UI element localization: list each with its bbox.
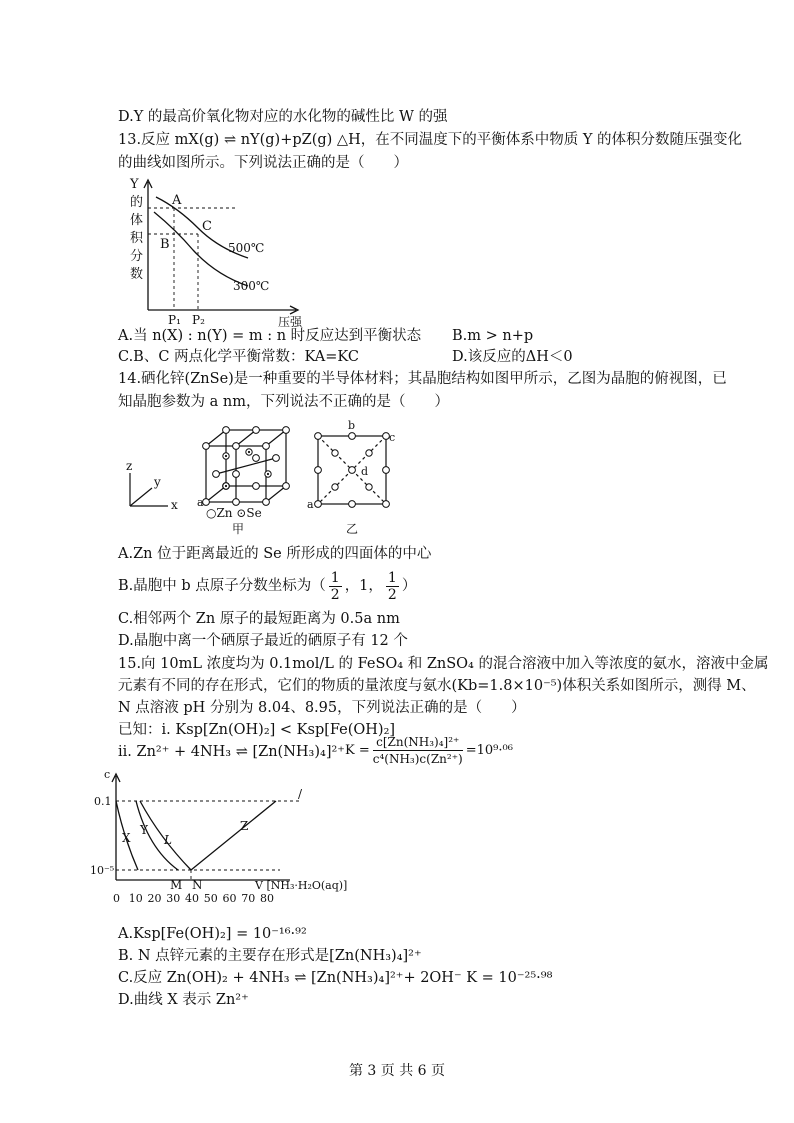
- q13-ylabel-1: Y: [130, 177, 139, 192]
- frac-denominator: 2: [387, 586, 397, 603]
- q15-xtick-label: 30: [166, 892, 181, 905]
- q13-option-a: A.当 n(X) : n(Y) = m : n 时反应达到平衡状态: [118, 328, 422, 344]
- q14-stem-line1: 14.硒化锌(ZnSe)是一种重要的半导体材料；其晶胞结构如图甲所示，乙图为晶胞的俯视图，已: [118, 371, 727, 387]
- q15-xtick-label: 10: [128, 892, 143, 905]
- frac-numerator: 1: [387, 569, 397, 586]
- q15-option-b: B. N 点锌元素的主要存在形式是[Zn(NH₃)₄]²⁺: [118, 948, 422, 964]
- q15-xtick-label: 20: [147, 892, 162, 905]
- k-numerator: c[Zn(NH₃)₄]²⁺: [373, 734, 463, 751]
- page-footer: 第 3 页 共 6 页: [348, 1063, 446, 1079]
- q15-point-n: N: [192, 878, 203, 892]
- q13-curve-500: 500℃: [228, 241, 265, 255]
- q14-fraction-2: [386, 570, 399, 603]
- q14-option-d: D.晶胞中离一个硒原子最近的硒原子有 12 个: [118, 633, 408, 649]
- q15-graph: [90, 768, 360, 918]
- q14-axis-y: y: [154, 475, 161, 489]
- frac-denominator: 2: [330, 586, 340, 603]
- q14-option-a: A.Zn 位于距离最近的 Se 所形成的四面体的中心: [118, 546, 432, 562]
- q15-xtick-label: 60: [222, 892, 237, 905]
- q15-stem-line3: N 点溶液 pH 分别为 8.04、8.95，下列说法正确的是（ ）: [118, 700, 526, 716]
- q15-known-2: ii. Zn²⁺ + 4NH₃ ⇌ [Zn(NH₃)₄]²⁺: [118, 744, 345, 760]
- q13-point-a: A: [172, 193, 182, 208]
- q14-point-c: c: [389, 431, 396, 444]
- k-rhs: =10⁹·⁰⁶: [465, 743, 513, 758]
- q13-option-b: B.m > n+p: [452, 328, 534, 344]
- q15-xtick-label: 80: [260, 892, 274, 905]
- q14-point-a-jia: a: [197, 496, 204, 509]
- q13-ylabel-3: 体: [130, 213, 144, 228]
- q14-axis-x: x: [171, 498, 178, 512]
- q13-point-b: B: [160, 237, 170, 252]
- q13-ylabel-6: 数: [130, 267, 144, 282]
- q14-point-a-yi: a: [307, 498, 314, 511]
- q15-stem-line2: 元素有不同的存在形式，它们的物质的量浓度与氨水(Kb=1.8×10⁻⁵)体积关系如图所示，测得 M、: [118, 678, 756, 694]
- q13-option-d: D.该反应的ΔH＜0: [452, 349, 573, 365]
- q13-p2: P₂: [192, 313, 205, 327]
- k-fraction: [373, 734, 463, 767]
- q15-option-c: C.反应 Zn(OH)₂ + 4NH₃ ⇌ [Zn(NH₃)₄]²⁺+ 2OH⁻ K = 10⁻²⁵·⁹⁸: [118, 970, 553, 986]
- q13-stem-line2: 的曲线如图所示。下列说法正确的是（ ）: [118, 155, 408, 171]
- q13-xlabel: 压强: [278, 315, 303, 327]
- q15-known-1: 已知：i. Ksp[Zn(OH)₂] < Ksp[Fe(OH)₂]: [118, 722, 396, 738]
- q15-xtick-label: 70: [241, 892, 256, 905]
- q15-xtick-label: 0: [113, 892, 120, 905]
- q14-caption-jia: 甲: [232, 522, 245, 536]
- q13-curve-300: 300℃: [233, 279, 270, 293]
- q15-curve-t: /: [298, 787, 303, 801]
- q14-option-b-close: ）: [401, 578, 417, 594]
- q13-ylabel-2: 的: [130, 195, 144, 210]
- q15-curve-x: X: [122, 831, 131, 845]
- q13-ylabel-5: 分: [130, 249, 144, 264]
- q14-crystal-figure: [118, 418, 418, 538]
- q14-caption-yi: 乙: [346, 522, 359, 536]
- frac-numerator: 1: [330, 569, 340, 586]
- q15-stem-line1: 15.向 10mL 浓度均为 0.1mol/L 的 FeSO₄ 和 ZnSO₄ 的混合溶液中加入等浓度的氨水，溶液中金属: [118, 656, 769, 672]
- q15-curve-l: L: [164, 833, 172, 847]
- q15-option-a: A.Ksp[Fe(OH)₂] = 10⁻¹⁶·⁹²: [118, 926, 307, 942]
- q15-curve-y: Y: [140, 823, 148, 837]
- q13-point-c: C: [202, 219, 212, 234]
- q14-point-d: d: [361, 465, 369, 478]
- q15-curve-z: Z: [240, 819, 249, 833]
- q14-fraction-1: [329, 570, 342, 603]
- q14-stem-line2: 知晶胞参数为 a nm，下列说法不正确的是（ ）: [118, 394, 449, 410]
- q13-p1: P₁: [168, 313, 181, 327]
- q15-xaxis-label: V [NH₃·H₂O(aq)]: [255, 879, 348, 892]
- q14-legend: ○Zn ⊙Se: [206, 506, 262, 520]
- q13-option-c: C.B、C 两点化学平衡常数：KA=KC: [118, 349, 359, 365]
- q15-ytick-top: 0.1: [94, 795, 112, 808]
- q13-ylabel-4: 积: [130, 231, 144, 246]
- k-denominator: c⁴(NH₃)c(Zn²⁺): [372, 752, 463, 766]
- q13-graph: [118, 172, 318, 327]
- q14-axis-z: z: [126, 459, 133, 473]
- q15-point-m: M: [170, 878, 183, 892]
- k-lhs: K =: [345, 743, 370, 758]
- q14-point-b: b: [348, 419, 356, 432]
- q12-option-d: D.Y 的最高价氧化物对应的水化物的碱性比 W 的强: [118, 109, 448, 125]
- q15-option-d: D.曲线 X 表示 Zn²⁺: [118, 992, 249, 1008]
- q15-ytick-low: 10⁻⁵: [90, 864, 115, 877]
- q13-stem-line1: 13.反应 mX(g) ⇌ nY(g)+pZ(g) △H，在不同温度下的平衡体系中物质 Y 的体积分数随压强变化: [118, 132, 743, 148]
- q14-option-b: [118, 566, 416, 606]
- q14-option-b-text: B.晶胞中 b 点原子分数坐标为（: [118, 578, 326, 594]
- q14-option-b-mid: ，1，: [344, 578, 383, 594]
- q14-option-c: C.相邻两个 Zn 原子的最短距离为 0.5a nm: [118, 611, 400, 627]
- q15-k-formula: [345, 734, 513, 767]
- q15-xtick-label: 50: [203, 892, 218, 905]
- q15-yaxis-c: c: [104, 768, 111, 781]
- q15-xtick-label: 40: [185, 892, 199, 905]
